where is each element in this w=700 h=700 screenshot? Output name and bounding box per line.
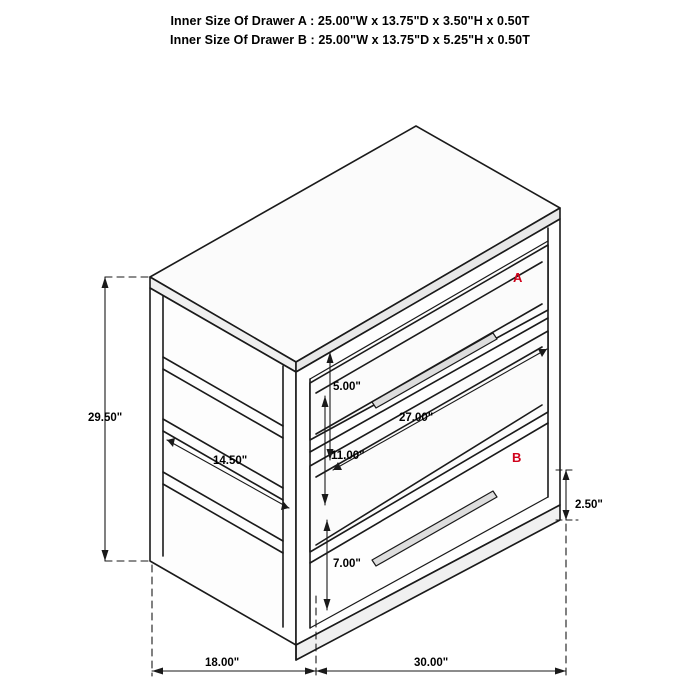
label-lower-height: 7.00" xyxy=(333,558,361,570)
label-drawer-a-gap: 5.00" xyxy=(333,381,361,393)
label-bottom-depth: 18.00" xyxy=(205,657,240,669)
label-side-depth: 14.50" xyxy=(213,455,248,467)
label-mid-height: 11.00" xyxy=(331,450,365,462)
drawer-a-spec: Inner Size Of Drawer A : 25.00"W x 13.75"D x 3.50"H x 0.50T xyxy=(170,14,530,28)
label-base-height: 2.50" xyxy=(575,499,603,511)
label-drawer-b: B xyxy=(512,450,522,465)
label-total-height: 29.50" xyxy=(88,412,123,424)
label-front-width: 27.00" xyxy=(399,412,434,424)
label-drawer-a: A xyxy=(513,270,523,285)
drawer-b-spec: Inner Size Of Drawer B : 25.00"W x 13.75"D x 5.25"H x 0.50T xyxy=(170,33,530,47)
label-bottom-width: 30.00" xyxy=(414,657,449,669)
